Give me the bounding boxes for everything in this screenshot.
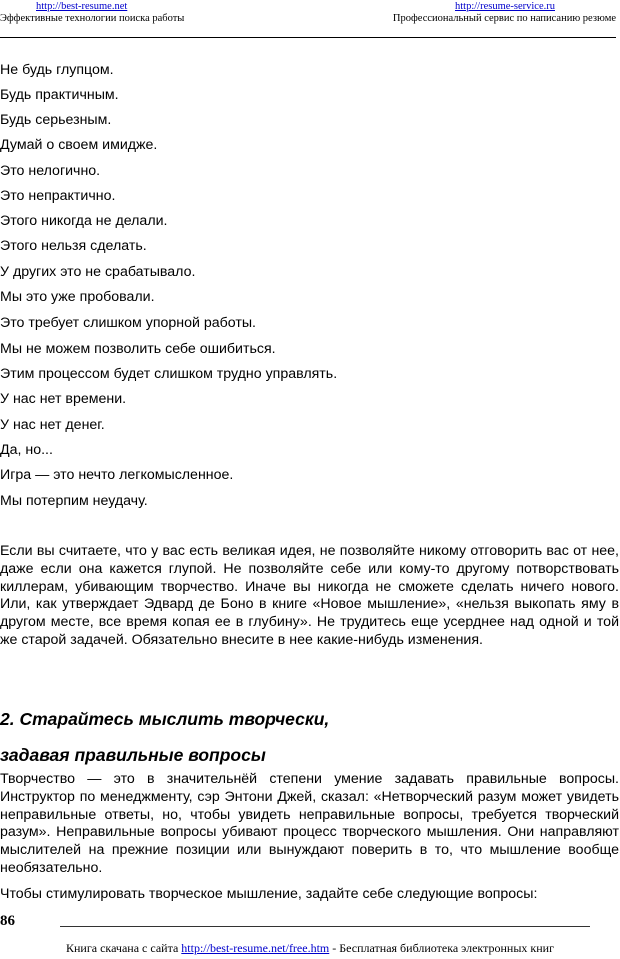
list-item: Думай о своем имидже. [0, 137, 158, 153]
header-right-link[interactable] [455, 1, 555, 13]
body-paragraph: Если вы считаете, что у вас есть великая идея, не позволяйте никому отговорить вас от нее, даже если она кажется глупой. Не позволяйте себе или кому-то другому потворствовать киллерам, убивающим творчество. Иначе вы никогда не сможете сделать ничего нового. Или, как утверждает Эдвард де Боно в книге «Новое мышление», «нельзя выкопать яму в другом месте, все время копая ее в глубину». Не трудитесь еще усерднее над одной и той же старой задачей. Обязательно внесите в нее какие-нибудь изменения. [0, 543, 619, 648]
list-item: Игра — это нечто легкомысленное. [0, 467, 234, 483]
best-resume-link[interactable]: http://best-resume.net [36, 1, 128, 12]
free-library-link[interactable]: http://best-resume.net/free.htm [181, 941, 330, 955]
footer-prefix: Книга скачана с сайта [66, 941, 182, 955]
footer-divider [60, 926, 590, 927]
body-paragraph: Чтобы стимулировать творческое мышление, задайте себе следующие вопросы: [0, 886, 538, 902]
header-left-tagline: Эффективные технологии поиска работы [0, 13, 185, 24]
footer [0, 941, 620, 955]
list-item: У нас нет денег. [0, 417, 105, 433]
list-item: Мы потерпим неудачу. [0, 493, 148, 509]
body-paragraph: Творчество — это в значительнёй степени умение задавать правильные вопросы. Инструктор по менеджменту, сэр Энтони Джей, сказал: «Нетворческий разум может увидеть неправильные ответы, но, чтобы увидеть неправильные вопросы, требуется творческий разум». Неправильные вопросы убивают процесс творческого мышления. Они направляют мыслителей на прежние позиции или вынуждают поверить в то, что мышление вообще необязательно. [0, 771, 619, 876]
resume-service-link[interactable]: http://resume-service.ru [454, 1, 555, 12]
list-item: Будь практичным. [0, 87, 119, 103]
list-item: Это нелогично. [0, 163, 101, 179]
list-item: Это непрактично. [0, 188, 116, 204]
header-left-link[interactable] [36, 1, 127, 13]
section-heading: 2. Старайтесь мыслить творчески, [0, 709, 330, 729]
list-item: У нас нет времени. [0, 391, 127, 407]
list-item: Это требует слишком упорной работы. [0, 315, 256, 331]
list-item: У других это не срабатывало. [0, 264, 196, 280]
section-subheading: задавая правильные вопросы [0, 745, 266, 765]
list-item: Да, но... [0, 442, 53, 458]
header-right-tagline: Профессиональный сервис по написанию резюме [392, 13, 616, 24]
page-number: 86 [0, 913, 15, 929]
list-item: Этим процессом будет слишком трудно управлять. [0, 366, 338, 382]
list-item: Будь серьезным. [0, 112, 112, 128]
list-item: Не будь глупцом. [0, 62, 114, 78]
list-item: Этого нельзя сделать. [0, 238, 147, 254]
header-divider [0, 37, 616, 38]
list-item: Этого никогда не делали. [0, 213, 168, 229]
footer-suffix: - Бесплатная библиотека электронных книг [329, 941, 554, 955]
list-item: Мы не можем позволить себе ошибиться. [0, 341, 276, 357]
list-item: Мы это уже пробовали. [0, 289, 155, 305]
